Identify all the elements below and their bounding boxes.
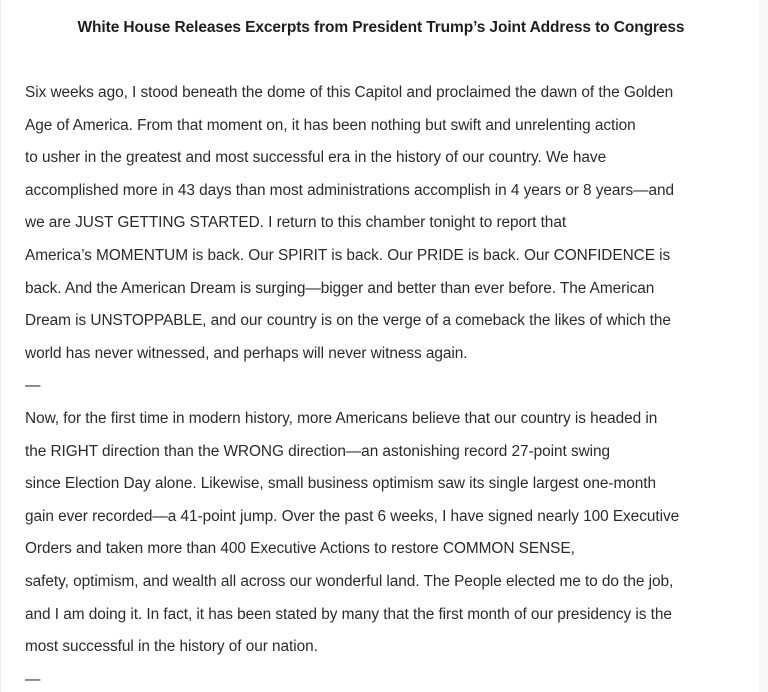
text-line: Age of America. From that moment on, it has been nothing but swift and unrelenting action bbox=[25, 116, 636, 134]
document-body bbox=[25, 80, 755, 692]
text-line: Six weeks ago, I stood beneath the dome of this Capitol and proclaimed the dawn of the Golden bbox=[25, 84, 674, 101]
text-line: America’s MOMENTUM is back. Our SPIRIT is back. Our PRIDE is back. Our CONFIDENCE is bbox=[25, 246, 671, 264]
text-line: the RIGHT direction than the WRONG direction—an astonishing record 27-point swing bbox=[25, 442, 611, 460]
section-separator: — bbox=[25, 670, 41, 688]
text-line: Orders and taken more than 400 Executive Actions to restore COMMON SENSE, bbox=[25, 540, 575, 558]
text-line: Now, for the first time in modern history, more Americans believe that our country is headed in bbox=[25, 409, 658, 427]
text-line: gain ever recorded—a 41-point jump. Over the past 6 weeks, I have signed nearly 100 Executive bbox=[25, 507, 680, 525]
text-line: back. And the American Dream is surging—bigger and better than ever before. The American bbox=[25, 279, 655, 297]
text-line: since Election Day alone. Likewise, small business optimism saw its single largest one-month bbox=[25, 475, 656, 493]
text-line: we are JUST GETTING STARTED. I return to this chamber tonight to report that bbox=[25, 214, 567, 232]
paragraph-2 bbox=[25, 406, 755, 692]
text-line: to usher in the greatest and most successful era in the history of our country. We have bbox=[25, 149, 607, 167]
text-line: safety, optimism, and wealth all across our wonderful land. The People elected me to do the job, bbox=[25, 572, 674, 590]
text-line: most successful in the history of our nation. bbox=[25, 638, 318, 656]
text-line: Dream is UNSTOPPABLE, and our country is on the verge of a comeback the likes of which the bbox=[25, 312, 671, 330]
paragraph-1 bbox=[25, 80, 755, 406]
text-line: accomplished more in 43 days than most administrations accomplish in 4 years or 8 years—and bbox=[25, 181, 675, 199]
document-title: White House Releases Excerpts from President Trump’s Joint Address to Congress bbox=[77, 19, 685, 36]
section-separator: — bbox=[25, 377, 41, 395]
scrollbar-track[interactable] bbox=[759, 0, 768, 692]
text-line: and I am doing it. In fact, it has been stated by many that the first month of our presidency is the bbox=[25, 605, 672, 623]
text-line: world has never witnessed, and perhaps will never witness again. bbox=[25, 344, 468, 362]
